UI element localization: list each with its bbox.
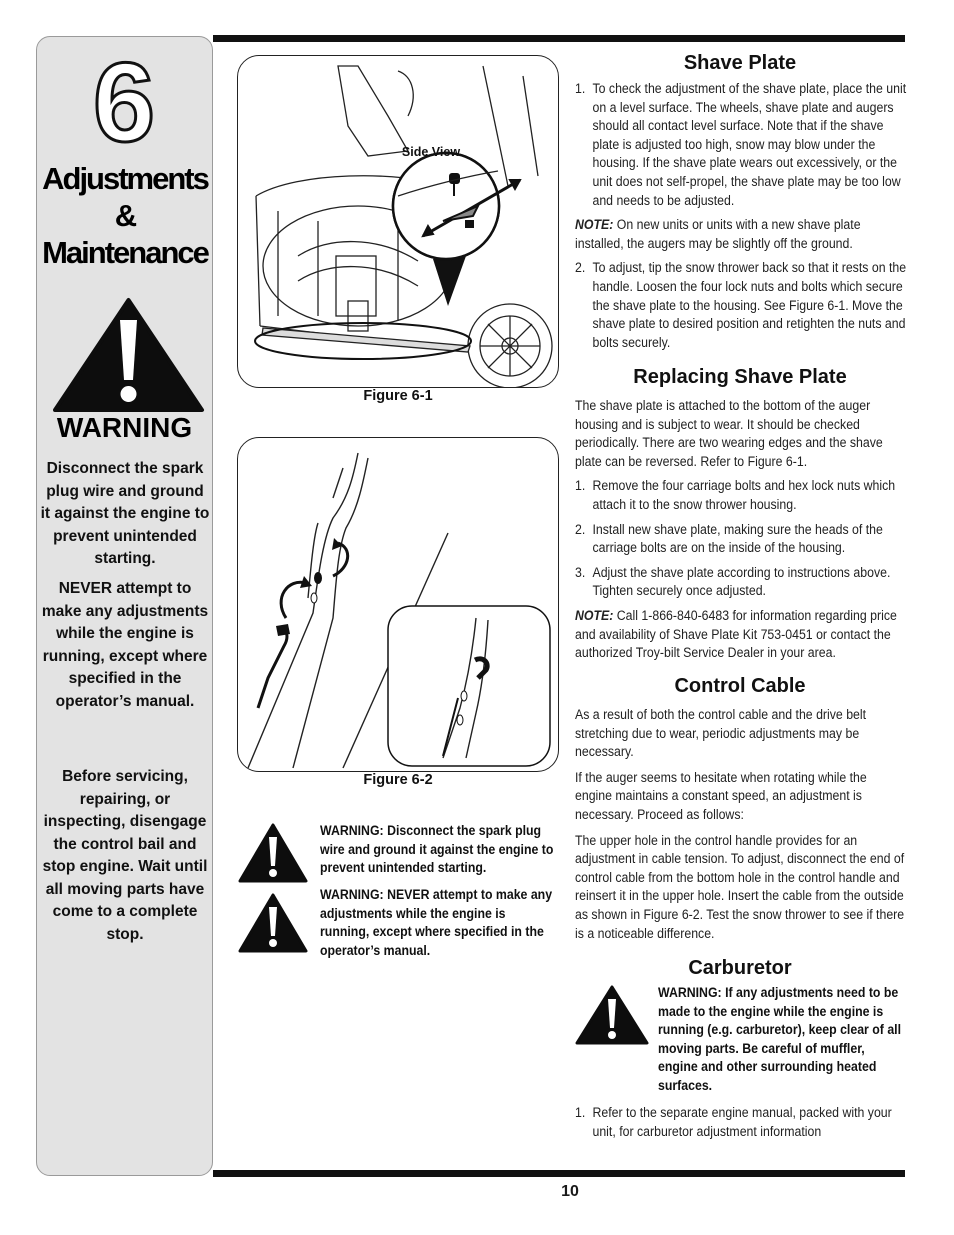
list-text: Remove the four carriage bolts and hex lock nuts which attach it to the snow thrower housing. xyxy=(592,478,896,512)
replacing-intro: The shave plate is attached to the bottom of the auger housing and is subject to wear. It should be checked periodically. There are two wearing edges and the shave plate can be reversed. Refer to Figure 6-1. xyxy=(575,398,883,469)
carburetor-warning: WARNING: If any adjustments need to be made to the engine while the engine is running (e.g. carburetor), keep clear of all moving parts. Be careful of muffler, engine and other surrounding heated surfaces. xyxy=(658,985,902,1093)
sidebar-warning-text-1: Disconnect the spark plug wire and ground it against the engine to prevent unintended starting. xyxy=(40,460,210,567)
note-text: On new units or units with a new shave plate installed, the augers may be slightly off the ground. xyxy=(575,217,861,251)
left-warning-1: WARNING: Disconnect the spark plug wire and ground it against the engine to prevent unintended starting. xyxy=(320,823,554,876)
warning-triangle-icon xyxy=(574,984,650,1046)
list-item xyxy=(575,564,906,601)
figure-6-1-caption: Figure 6-1 xyxy=(363,388,433,404)
shave-plate-heading: Shave Plate xyxy=(683,52,797,74)
replacing-section xyxy=(575,397,906,663)
note xyxy=(575,607,906,663)
control-cable-para-2: If the auger seems to hesitate when rotating while the engine maintains a constant speed, an adjustment is necessary. Proceed as follows: xyxy=(575,769,867,822)
note-label: NOTE: xyxy=(575,217,614,233)
list-text: To adjust, tip the snow thrower back so that it rests on the handle. Loosen the four lock nuts and bolts which secure the shave plate to the housing. See Figure 6-1. Move the shave plate to desired position and retighten the nuts and bolts securely. xyxy=(592,260,907,350)
list-number: 2. xyxy=(575,521,586,537)
control-handle-illustration xyxy=(238,438,559,772)
list-text: Install new shave plate, making sure the heads of the carriage bolts are on the inside of the housing. xyxy=(592,521,883,556)
sidebar-warning-text-3: Before servicing, repairing, or inspecting, disengage the control bail and stop engine. Wait until all moving parts have come to a complete stop. xyxy=(42,768,208,943)
list-number: 1. xyxy=(575,81,586,96)
control-cable-para-3: The upper hole in the control handle provides for an adjustment in cable tension. To adjust, disconnect the end of control cable from the bottom hole in the control handle and reinsert it in the upper hole. Insert the cable from the outside as shown in Figure 6-2. Test the snow thrower to see if there is a noticeable difference. xyxy=(575,832,905,941)
chapter-title-line2: & xyxy=(114,198,136,233)
list-item xyxy=(575,521,906,558)
figure-6-2-caption: Figure 6-2 xyxy=(363,772,433,788)
note-label: NOTE: xyxy=(575,607,614,623)
list-text: Adjust the shave plate according to instructions above. Tighten securely once adjusted. xyxy=(592,564,891,599)
list-number: 3. xyxy=(575,564,586,580)
replacing-shave-plate-heading: Replacing Shave Plate xyxy=(633,366,847,388)
note xyxy=(575,216,906,253)
list-item xyxy=(575,477,906,514)
list-text: To check the adjustment of the shave plate, place the unit on a level surface. The wheels, shave plate and augers should all contact level surface. Note that if the shave plate is adjusted too high, snow may blow under the housing. If the shave plate wears out excessively, or the unit does not self-propel, the shave plate may be too low and needs to be adjusted. xyxy=(592,81,907,208)
bottom-rule xyxy=(213,1170,905,1177)
carburetor-heading: Carburetor xyxy=(688,957,792,979)
chapter-title-line3: Maintenance xyxy=(42,235,208,270)
warning-triangle-icon xyxy=(237,822,309,884)
list-item xyxy=(575,1104,906,1141)
snow-thrower-illustration xyxy=(238,56,559,388)
control-cable-heading: Control Cable xyxy=(674,675,806,697)
figure-6-1 xyxy=(237,55,559,388)
warning-triangle-icon xyxy=(237,892,309,954)
note-text: Call 1-866-840-6483 for information regarding price and availability of Shave Plate Kit 753-0451 or contact the authorized Troy-bilt Service Dealer in your area. xyxy=(575,607,897,661)
svg-text:6: 6 xyxy=(92,46,156,156)
list-number: 2. xyxy=(575,260,586,276)
control-cable-para-1: As a result of both the control cable and the drive belt stretching due to wear, periodic adjustments may be necessary. xyxy=(575,707,867,760)
chapter-number xyxy=(36,46,213,156)
list-item xyxy=(575,80,906,210)
chapter-title-line1: Adjustments xyxy=(42,161,208,196)
top-rule xyxy=(213,35,905,42)
sidebar-warning-text-2: NEVER attempt to make any adjustments while the engine is running, except where specified in the operator’s manual. xyxy=(41,580,209,710)
list-number: 1. xyxy=(575,478,586,494)
side-view-label: Side View xyxy=(401,145,461,159)
chapter-title xyxy=(30,160,220,271)
control-cable-section xyxy=(575,706,906,943)
carburetor-section xyxy=(575,1104,906,1141)
shave-plate-section xyxy=(575,80,906,352)
list-number: 1. xyxy=(575,1105,586,1120)
left-warning-2: WARNING: NEVER attempt to make any adjustments while the engine is running, except where specified in the operator’s manual. xyxy=(320,887,553,958)
warning-triangle-icon xyxy=(52,296,205,414)
list-text: Refer to the separate engine manual, packed with your unit, for carburetor adjustment information xyxy=(592,1105,892,1139)
page-number: 10 xyxy=(561,1183,579,1200)
figure-6-2 xyxy=(237,437,559,772)
list-item xyxy=(575,259,906,352)
warning-heading: WARNING xyxy=(56,412,193,443)
